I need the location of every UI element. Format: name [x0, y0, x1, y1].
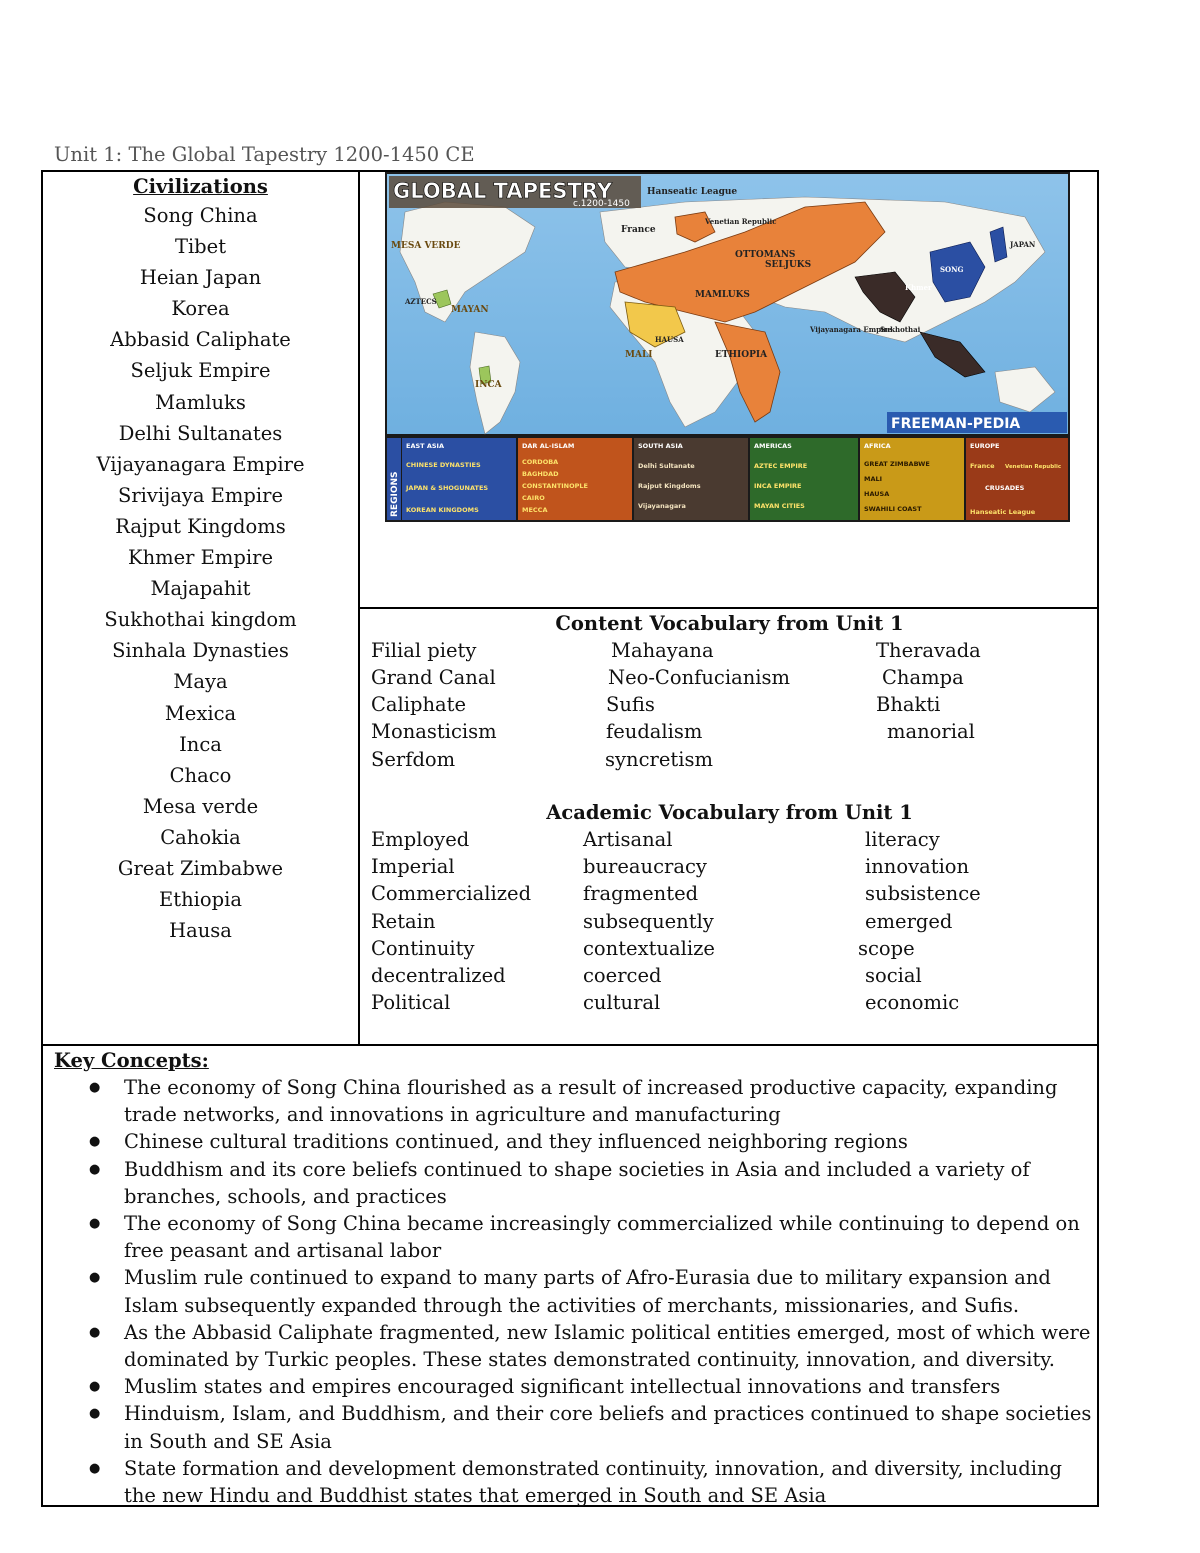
map-brand: FREEMAN-PEDIA: [891, 416, 1021, 432]
civilization-item: Sukhothai kingdom: [104, 608, 297, 632]
vocab-word: Sufis: [606, 693, 655, 716]
vocab-word: decentralized: [371, 964, 506, 987]
map-label: SONG: [940, 265, 964, 274]
region-panel-line: CAIRO: [522, 494, 545, 502]
academic-vocab-header: Academic Vocabulary from Unit 1: [546, 801, 913, 824]
key-concept-item: ● The economy of Song China became increasingly commercialized while continuing to depend on free peasant and artisanal labor: [124, 1210, 1094, 1264]
vocab-word: scope: [858, 937, 915, 960]
region-panel-title: SOUTH ASIA: [638, 442, 683, 450]
vocab-word: Retain: [371, 910, 436, 933]
region-panel-line: HAUSA: [864, 490, 890, 498]
civilization-item: Cahokia: [160, 825, 241, 849]
row-divider-vocab: [358, 607, 1099, 609]
vocab-word: emerged: [865, 910, 953, 933]
vocab-word: manorial: [887, 720, 975, 743]
civilization-item: Mesa verde: [142, 794, 259, 818]
civilization-item: Abbasid Caliphate: [110, 328, 291, 352]
map-label: INCA: [475, 380, 502, 390]
map-label: MAYAN: [451, 305, 489, 315]
vocab-word: subsistence: [865, 882, 981, 905]
civilization-item: Vijayanagara Empire: [96, 452, 305, 476]
region-panel-line: BAGHDAD: [522, 470, 559, 478]
region-panel-line: Rajput Kingdoms: [638, 482, 701, 490]
region-panel-line: SWAHILI COAST: [864, 505, 922, 513]
vocab-word: Neo-Confucianism: [608, 666, 791, 689]
civilization-item: Song China: [143, 204, 258, 227]
key-concept-item: ● Muslim rule continued to expand to many parts of Afro-Eurasia due to military expansion and Islam subsequently expanded through the activities of merchants, missionaries, and Sufis.: [124, 1264, 1094, 1318]
vocab-word: feudalism: [606, 720, 703, 743]
vocab-word: Employed: [371, 828, 470, 851]
civilization-item: Tibet: [174, 235, 227, 259]
civilization-item: Ethiopia: [159, 888, 242, 912]
civilization-item: Maya: [173, 670, 228, 694]
vocab-word: Theravada: [876, 639, 981, 662]
map-label: MESA VERDE: [391, 241, 461, 251]
civilization-item: Great Zimbabwe: [117, 856, 284, 880]
vocab-word: Caliphate: [371, 693, 467, 716]
regions-label: REGIONS: [390, 471, 400, 517]
key-concepts: [54, 1047, 1094, 1509]
vocab-word: Commercialized: [371, 882, 532, 905]
civilization-item: Mexica: [164, 701, 237, 725]
map-label: HAUSA: [655, 335, 684, 344]
vocab-word: social: [865, 964, 922, 987]
map-label: Venetian Republic: [705, 217, 777, 226]
key-concept-item: ● Muslim states and empires encouraged significant intellectual innovations and transfers: [124, 1373, 1094, 1400]
civilization-item: Majapahit: [150, 577, 251, 601]
key-concept-item: ● As the Abbasid Caliphate fragmented, new Islamic political entities emerged, most of which were dominated by Turkic peoples. These states demonstrated continuity, innovation, and diversity.: [124, 1319, 1094, 1373]
civilizations-list: [43, 174, 358, 946]
map-label: Vijayanagara Empire: [810, 325, 892, 334]
region-panel-line: INCA EMPIRE: [754, 482, 802, 490]
vocab-word: bureaucracy: [583, 855, 707, 878]
region-panel-title: DAR AL-ISLAM: [522, 442, 575, 450]
civilization-item: Srivijaya Empire: [118, 483, 283, 507]
map-label: Khmer: [905, 283, 932, 292]
document-title: Unit 1: The Global Tapestry 1200-1450 CE: [54, 143, 475, 166]
region-panel-title: EAST ASIA: [406, 442, 445, 450]
civilizations-header: Civilizations: [133, 175, 268, 198]
region-panel-line: CRUSADES: [985, 484, 1025, 492]
key-concept-item: ● Chinese cultural traditions continued, and they influenced neighboring regions: [124, 1128, 1094, 1155]
key-concept-item: ● State formation and development demonstrated continuity, innovation, and diversity, including the new Hindu and Buddhist states that emerged in South and SE Asia: [124, 1455, 1094, 1509]
region-panel-line: Hanseatic League: [970, 508, 1036, 516]
map-label: SELJUKS: [765, 260, 812, 270]
region-panel-line: Delhi Sultanate: [638, 462, 695, 470]
map-label: JAPAN: [1010, 240, 1036, 249]
region-panel-line: Vijayanagara: [638, 502, 686, 510]
map-label: Hanseatic League: [647, 187, 738, 197]
region-panel-line: Venetian Republic: [1005, 464, 1062, 470]
map-label: France: [621, 225, 656, 235]
vocab-word: subsequently: [583, 910, 714, 933]
region-panel-line: MAYAN CITIES: [754, 502, 805, 510]
region-panel-line: CORDOBA: [522, 458, 559, 466]
region-panel-line: AZTEC EMPIRE: [754, 462, 808, 470]
civilization-item: Rajput Kingdoms: [115, 514, 286, 538]
civilization-item: Heian Japan: [139, 266, 262, 290]
key-concept-item: ● The economy of Song China flourished as a result of increased productive capacity, expanding trade networks, and innovations in agriculture and manufacturing: [124, 1074, 1094, 1128]
map-label: MALI: [625, 350, 653, 360]
region-panel-title: EUROPE: [970, 442, 1000, 450]
map-dates: c.1200-1450: [573, 199, 630, 209]
map-label: OTTOMANS: [735, 250, 796, 260]
civilization-item: Mamluks: [155, 390, 246, 414]
vocab-word: Monasticism: [371, 720, 497, 743]
region-panel-line: KOREAN KINGDOMS: [406, 506, 479, 514]
region-panel-line: GREAT ZIMBABWE: [864, 460, 930, 468]
content-vocab-header: Content Vocabulary from Unit 1: [555, 612, 904, 635]
civilization-item: Korea: [171, 297, 230, 321]
vocab-word: coerced: [583, 964, 662, 987]
vocab-word: Grand Canal: [371, 666, 496, 689]
vocab-word: Artisanal: [583, 828, 673, 851]
region-panel-line: MECCA: [522, 506, 548, 514]
vocab-word: Champa: [882, 666, 964, 689]
vocab-word: syncretism: [605, 748, 713, 771]
row-divider-concepts: [41, 1044, 1099, 1046]
map-label: ETHIOPIA: [715, 350, 768, 360]
civilization-item: Khmer Empire: [128, 546, 273, 570]
vocab-word: literacy: [865, 828, 940, 851]
region-panel-line: CHINESE DYNASTIES: [406, 461, 481, 469]
vocab-word: Bhakti: [876, 693, 941, 716]
key-concept-item: ● Hinduism, Islam, and Buddhism, and their core beliefs and practices continued to shape societies in South and SE Asia: [124, 1400, 1094, 1454]
civilization-item: Sinhala Dynasties: [112, 639, 289, 663]
map-label: MAMLUKS: [695, 290, 750, 300]
vocab-word: Mahayana: [611, 639, 714, 662]
civilization-item: Inca: [179, 732, 222, 756]
civilization-item: Delhi Sultanates: [118, 421, 283, 445]
region-panel-line: JAPAN & SHOGUNATES: [406, 484, 489, 492]
region-panel-title: AFRICA: [864, 442, 891, 450]
vocab-word: contextualize: [583, 937, 715, 960]
civilization-item: Chaco: [169, 763, 232, 787]
key-concepts-header: Key Concepts:: [54, 1049, 209, 1072]
vocab-word: fragmented: [583, 882, 699, 905]
vocab-word: cultural: [583, 991, 661, 1014]
vocab-word: Political: [371, 991, 451, 1014]
region-panel-title: AMERICAS: [754, 442, 792, 450]
key-concept-item: ● Buddhism and its core beliefs continued to shape societies in Asia and included a variety of branches, schools, and practices: [124, 1156, 1094, 1210]
map-title: GLOBAL TAPESTRY: [393, 179, 613, 203]
region-panel-line: MALI: [864, 475, 883, 483]
map-label: Sukhothai: [880, 325, 921, 334]
vocab-word: Continuity: [371, 937, 475, 960]
vocab-word: innovation: [865, 855, 970, 878]
vocab-word: Imperial: [371, 855, 455, 878]
vocab-word: Filial piety: [371, 639, 477, 662]
vocab-word: economic: [865, 991, 960, 1014]
vocab-word: Serfdom: [371, 748, 456, 771]
region-panel-line: CONSTANTINOPLE: [522, 482, 588, 490]
civilization-item: Seljuk Empire: [130, 359, 271, 383]
global-tapestry-map: [385, 172, 1070, 522]
civilization-item: Hausa: [169, 919, 232, 943]
region-panel-line: France: [970, 462, 995, 470]
key-concepts-list: [54, 1074, 1094, 1509]
map-label: AZTECS: [405, 297, 437, 306]
